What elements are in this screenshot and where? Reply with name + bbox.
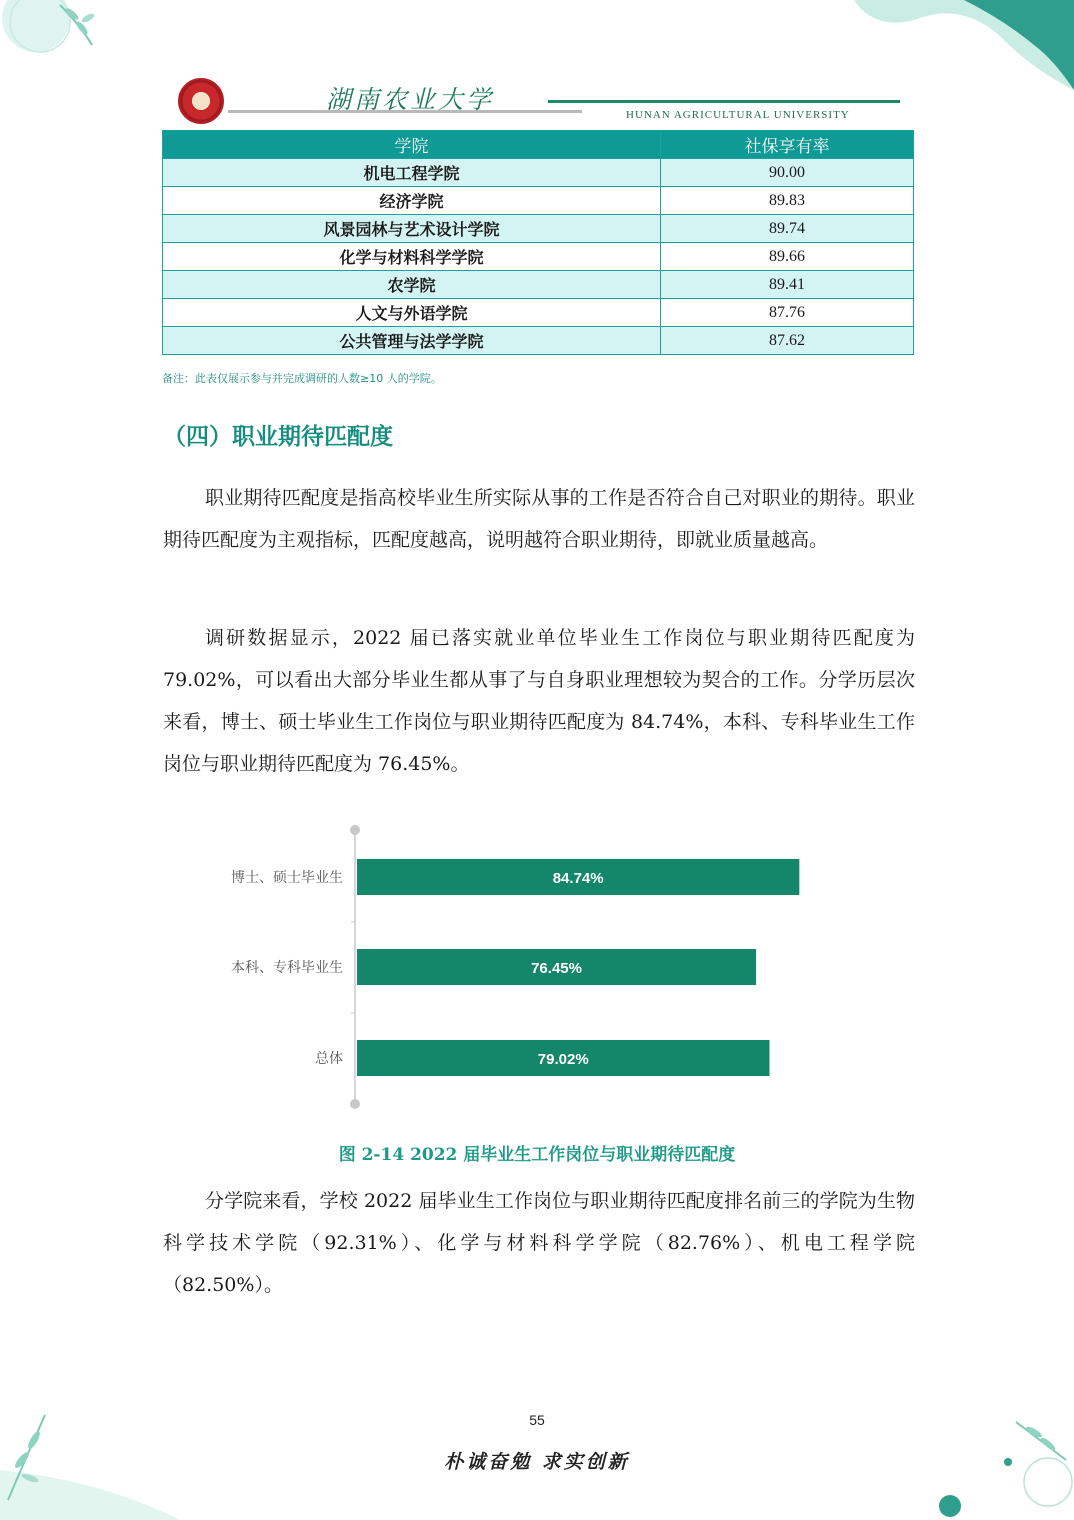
category-label: 博士、硕士毕业生 bbox=[231, 870, 343, 886]
table-row bbox=[163, 243, 914, 271]
table-cell-rate: 89.66 bbox=[661, 243, 914, 271]
table-cell-rate: 90.00 bbox=[661, 159, 914, 187]
category-label: 本科、专科毕业生 bbox=[231, 960, 343, 976]
table-cell-rate: 89.83 bbox=[661, 187, 914, 215]
table-row bbox=[163, 159, 914, 187]
table-cell-college: 农学院 bbox=[163, 271, 661, 299]
table-row bbox=[163, 215, 914, 243]
brand-name-chinese: 湖南农业大学 bbox=[326, 85, 495, 114]
figure-caption: 图 2-14 2022 届毕业生工作岗位与职业期待匹配度 bbox=[338, 1145, 736, 1165]
table-row bbox=[163, 187, 914, 215]
table-header-rate: 社保享有率 bbox=[661, 131, 914, 159]
table-cell-rate: 87.62 bbox=[661, 327, 914, 355]
table-row bbox=[163, 271, 914, 299]
value-label: 79.02% bbox=[537, 1051, 589, 1068]
table-cell-rate: 89.41 bbox=[661, 271, 914, 299]
social-security-table bbox=[162, 130, 914, 355]
table-row bbox=[163, 299, 914, 327]
section-title: （四）职业期待匹配度 bbox=[163, 424, 393, 450]
table-header-college: 学院 bbox=[163, 131, 661, 159]
value-label: 84.74% bbox=[552, 870, 604, 887]
table-cell-college: 经济学院 bbox=[163, 187, 661, 215]
axis-end-dot bbox=[350, 825, 360, 835]
table-row bbox=[163, 327, 914, 355]
value-label: 76.45% bbox=[531, 960, 582, 977]
table-cell-college: 公共管理与法学学院 bbox=[163, 327, 661, 355]
table-note: 备注：此表仅展示参与并完成调研的人数≥10 人的学院。 bbox=[162, 372, 442, 385]
paragraph-definition: 职业期待匹配度是指高校毕业生所实际从事的工作是否符合自己对职业的期待。职业期待匹配度为主观指标，匹配度越高，说明越符合职业期待，即就业质量越高。 bbox=[163, 487, 915, 551]
university-seal-logo bbox=[178, 78, 224, 124]
table-cell-college: 人文与外语学院 bbox=[163, 299, 661, 327]
match-rate-bar-chart bbox=[200, 820, 840, 1120]
axis-end-dot bbox=[350, 1099, 360, 1109]
category-label: 总体 bbox=[315, 1051, 343, 1067]
brand-name-english: HUNAN AGRICULTURAL UNIVERSITY bbox=[626, 109, 850, 121]
table-cell-college: 风景园林与艺术设计学院 bbox=[163, 215, 661, 243]
paragraph-by-college: 分学院来看，学校 2022 届毕业生工作岗位与职业期待匹配度排名前三的学院为生物科学技术学院（92.31%）、化学与材料科学学院（82.76%）、机电工程学院（82.50%）。 bbox=[163, 1190, 915, 1296]
header-rule-right bbox=[548, 100, 900, 103]
university-motto: 朴诚奋勉 求实创新 bbox=[444, 1451, 630, 1473]
table-cell-college: 机电工程学院 bbox=[163, 159, 661, 187]
paragraph-survey-results: 调研数据显示，2022 届已落实就业单位毕业生工作岗位与职业期待匹配度为 79.02%，可以看出大部分毕业生都从事了与自身职业理想较为契合的工作。分学历层次来看，博士、硕士毕业生工作岗位与职业期待匹配度为 84.74%，本科、专科毕业生工作岗位与职业期待匹配度为 76.45%。 bbox=[163, 627, 915, 775]
table-cell-rate: 87.76 bbox=[661, 299, 914, 327]
corner-leaf-decoration-top-left bbox=[0, 0, 110, 60]
table-cell-rate: 89.74 bbox=[661, 215, 914, 243]
table-cell-college: 化学与材料科学学院 bbox=[163, 243, 661, 271]
corner-wave-decoration-top-right bbox=[854, 0, 1074, 90]
table-header-row bbox=[163, 131, 914, 159]
page-number: 55 bbox=[529, 1412, 545, 1428]
